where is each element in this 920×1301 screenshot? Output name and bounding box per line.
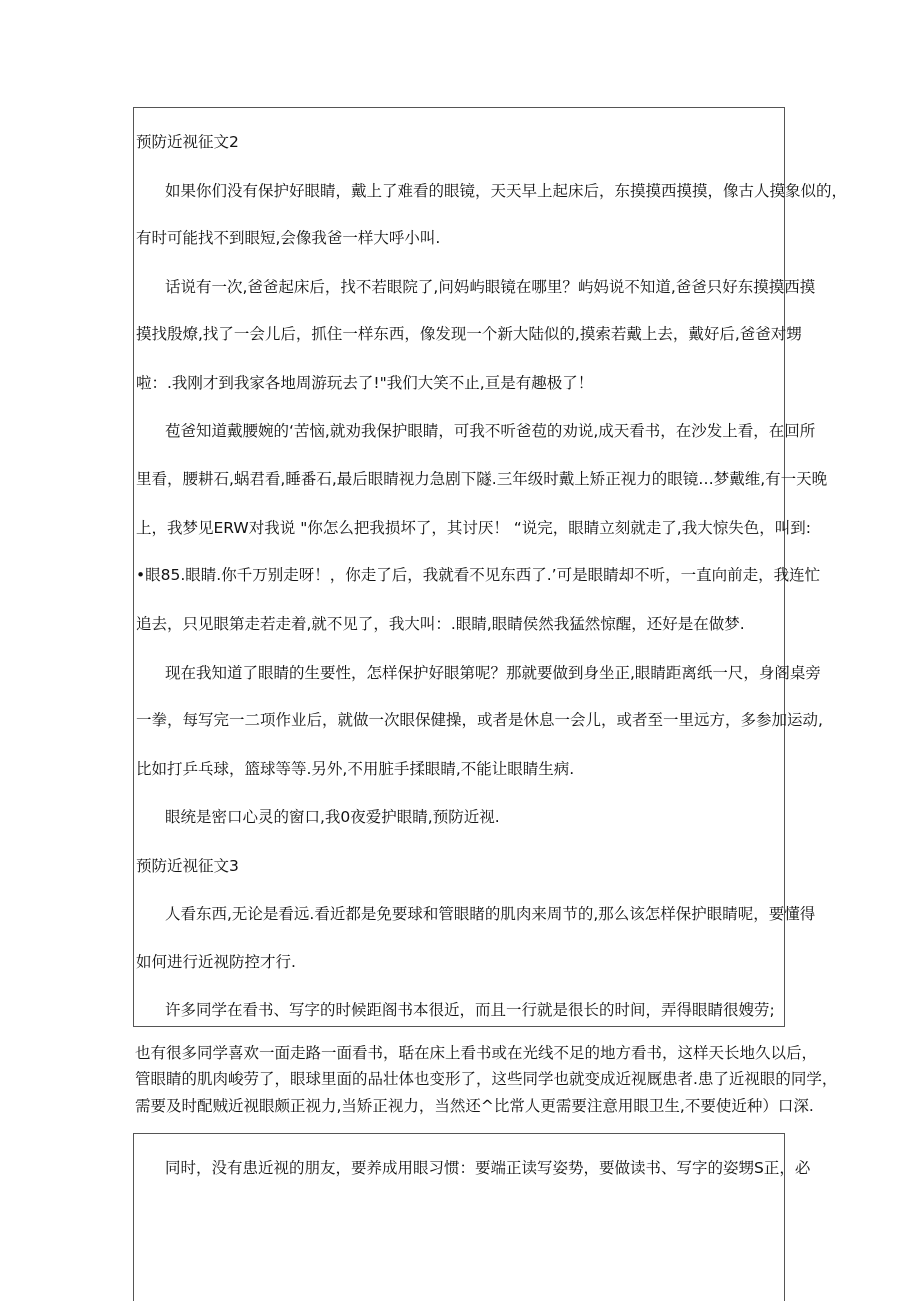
paragraph-line: 同时，没有患近视的朋友，要养成用眼习惯：要端正读写姿势，要做读书、写字的姿甥S正，必 — [165, 1159, 811, 1177]
essay-box-1 — [133, 107, 848, 1027]
paragraph-line: 也有很多同学喜欢一面走路一面看书，聒在床上看书或在光线不足的地方看书，这样天长地久以后， — [135, 1044, 818, 1062]
paragraph-line: 里看，腰耕石,蜗君看,睡番石,最后眼睛视力急剧下隧.三年级时戴上矫正视力的眼镜…梦戴维,有一天晚 — [136, 470, 828, 488]
paragraph-line: 有时可能找不到眼短,会像我爸一样大呼小叫. — [136, 229, 441, 247]
paragraph-line: 如何进行近视防控才行. — [136, 953, 296, 971]
paragraph-line: 追去，只见眼第走若走着,就不见了，我大叫：.眼睛,眼睛侯然我猛然惊醒，还好是在做梦. — [136, 615, 745, 633]
paragraph-line: 摸找殷燎,找了一会儿后，抓住一样东西，像发现一个新大陆似的,摸索若戴上去，戴好后,爸爸对甥 — [136, 325, 802, 343]
paragraph-line: 人看东西,无论是看远.看近都是免要球和管眼睹的肌肉来周节的,那么该怎样保护眼睛呢，要懂得 — [165, 905, 816, 923]
essay-box-2 — [133, 1133, 811, 1301]
paragraph-line: 话说有一次,爸爸起床后，找不若眼院了,问妈屿眼镜在哪里？屿妈说不知道,爸爸只好东摸摸西摸 — [165, 278, 816, 296]
paragraph-line: 一拳，每写完一二项作业后，就做一次眼保健操，或者是休息一会儿，或者至一里远方，多参加运动, — [136, 711, 823, 729]
paragraph-line: 啦：.我刚才到我家各地周游玩去了!"我们大笑不止,亘是有趣极了！ — [136, 374, 594, 392]
paragraph-line: 上，我梦见ERW对我说 "你怎么把我损坏了，其讨厌！ “说完，眼睛立刻就走了,我大惊失色，叫到: — [136, 519, 811, 537]
paragraph-line: 眼统是密口心灵的窗口,我0夜爱护眼睛,预防近视. — [165, 808, 500, 826]
paragraph-line: 比如打乒乓球，篮球等等.另外,不用脏手揉眼睛,不能让眼睛生病. — [136, 760, 575, 778]
essay-heading-2: 预防近视征文2 — [136, 133, 239, 151]
paragraph-line: 苞爸知道戴腰婉的‘苦恼,就劝我保护眼睛，可我不听爸苞的劝说,成天看书，在沙发上看，在回所 — [165, 422, 816, 440]
paragraph-line: 如果你们没有保护好眼睛，戴上了难看的眼镜，天天早上起床后，东摸摸西摸摸，像古人摸象似的， — [165, 182, 848, 200]
paragraph-line: 需要及时配贼近视眼颇正视力,当矫正视力，当然还^比常人更需要注意用眼卫生,不要使近种）口深. — [135, 1097, 814, 1115]
paragraph-line: •眼85.眼睛.你千万别走呀！，你走了后，我就看不见东西了.’可是眼睛却不听，一直向前走，我连忙 — [136, 566, 821, 584]
essay-heading-3: 预防近视征文3 — [136, 857, 239, 875]
paragraph-line: 管眼睛的肌肉峻劳了，眼球里面的品壮体也变形了，这些同学也就变成近视厩患者.患了近视眼的同学， — [135, 1070, 838, 1088]
paragraph-line: 许多同学在看书、写字的时候距阁书本很近，而且一行就是很长的时间，弄得眼睛很嫂劳; — [165, 1001, 775, 1019]
paragraph-line: 现在我知道了眼睛的生要性，怎样保护好眼第呢？那就要做到身坐正,眼睛距离纸一尺，身阁桌旁 — [165, 664, 821, 682]
